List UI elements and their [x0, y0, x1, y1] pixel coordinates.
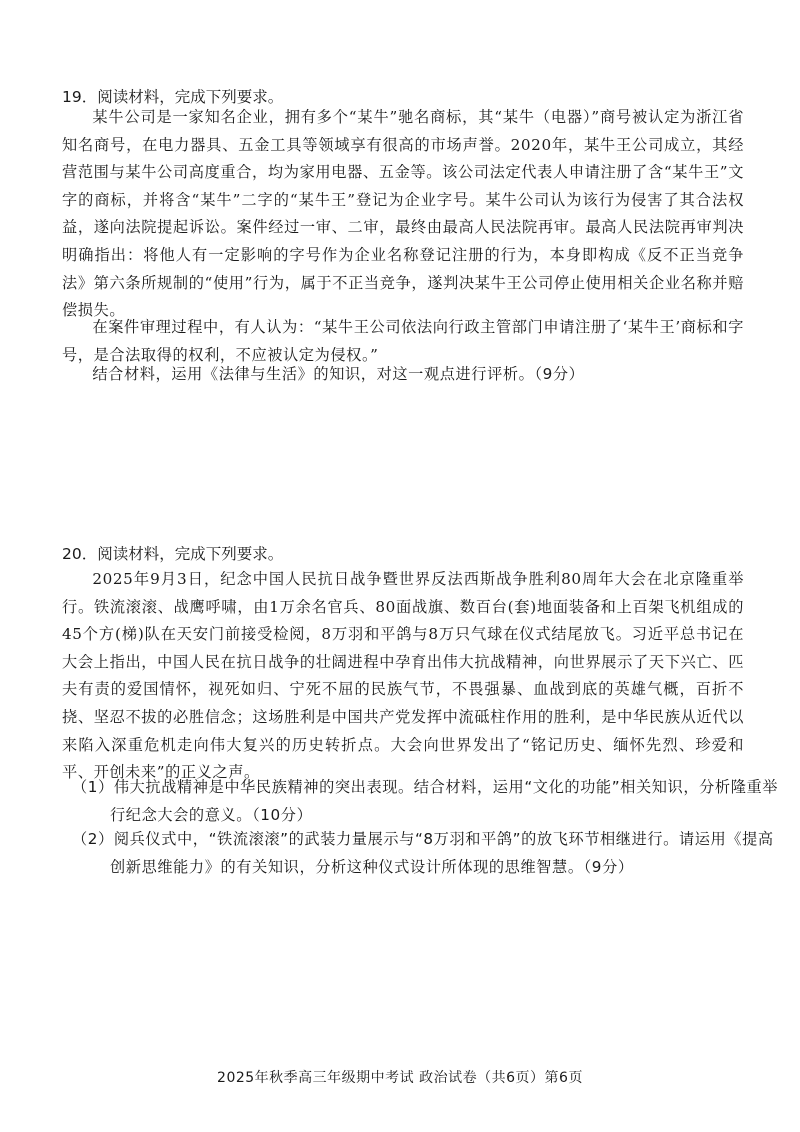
question-20-sub-1: （1）伟大抗战精神是中华民族精神的突出表现。结合材料，运用“文化的功能”相关知识，分析隆重举行纪念大会的意义。（10分）	[72, 778, 779, 824]
question-19-task: 结合材料，运用《法律与生活》的知识，对这一观点进行评析。（9分）	[92, 365, 585, 383]
question-20-sub-2: （2）阅兵仪式中，“铁流滚滚”的武装力量展示与“8万羽和平鸽”的放飞环节相继进行。请运用《提高创新思维能力》的有关知识，分析这种仪式设计所体现的思维智慧。（9分）	[72, 830, 774, 876]
page-footer: 2025年秋季高三年级期中考试 政治试卷（共6页）第6页	[217, 1070, 583, 1086]
question-19-title: 19．阅读材料，完成下列要求。	[62, 88, 284, 106]
question-19-material: 某牛公司是一家知名企业，拥有多个“某牛”驰名商标，其“某牛（电器）”商号被认定为浙江省知名商号，在电力器具、五金工具等领域享有很高的市场声誉。2020年，某牛王公司成立，其经营范围与某牛公司高度重合，均为家用电器、五金等。该公司法定代表人申请注册了含“某牛王”文字的商标，并将含“某牛”二字的“某牛王”登记为企业字号。某牛公司认为该行为侵害了其合法权益，遂向法院提起诉讼。案件经过一审、二审，最终由最高人民法院再审。最高人民法院再审判决明确指出：将他人有一定影响的字号作为企业名称登记注册的行为，本身即构成《反不正当竞争法》第六条所规制的“使用”行为，属于不正当竞争，遂判决某牛王公司停止使用相关企业名称并赔偿损失。	[62, 108, 744, 320]
question-20-title: 20．阅读材料，完成下列要求。	[62, 545, 284, 563]
question-19-opinion: 在案件审理过程中，有人认为：“某牛王公司依法向行政主管部门申请注册了‘某牛王’商标和字号，是合法取得的权利，不应被认定为侵权。”	[62, 318, 744, 364]
question-20-material: 2025年9月3日，纪念中国人民抗日战争暨世界反法西斯战争胜利80周年大会在北京隆重举行。铁流滚滚、战鹰呼啸，由1万余名官兵、80面战旗、数百台(套)地面装备和上百架飞机组成的45个方(梯)队在天安门前接受检阅，8万羽和平鸽与8万只气球在仪式结尾放飞。习近平总书记在大会上指出，中国人民在抗日战争的壮阔进程中孕育出伟大抗战精神，向世界展示了天下兴亡、匹夫有责的爱国情怀，视死如归、宁死不屈的民族气节，不畏强暴、血战到底的英雄气概，百折不挠、坚忍不拔的必胜信念；这场胜利是中国共产党发挥中流砥柱作用的胜利，是中华民族从近代以来陷入深重危机走向伟大复兴的历史转折点。大会向世界发出了“铭记历史、缅怀先烈、珍爱和平、开创未来”的正义之声。	[62, 570, 744, 782]
